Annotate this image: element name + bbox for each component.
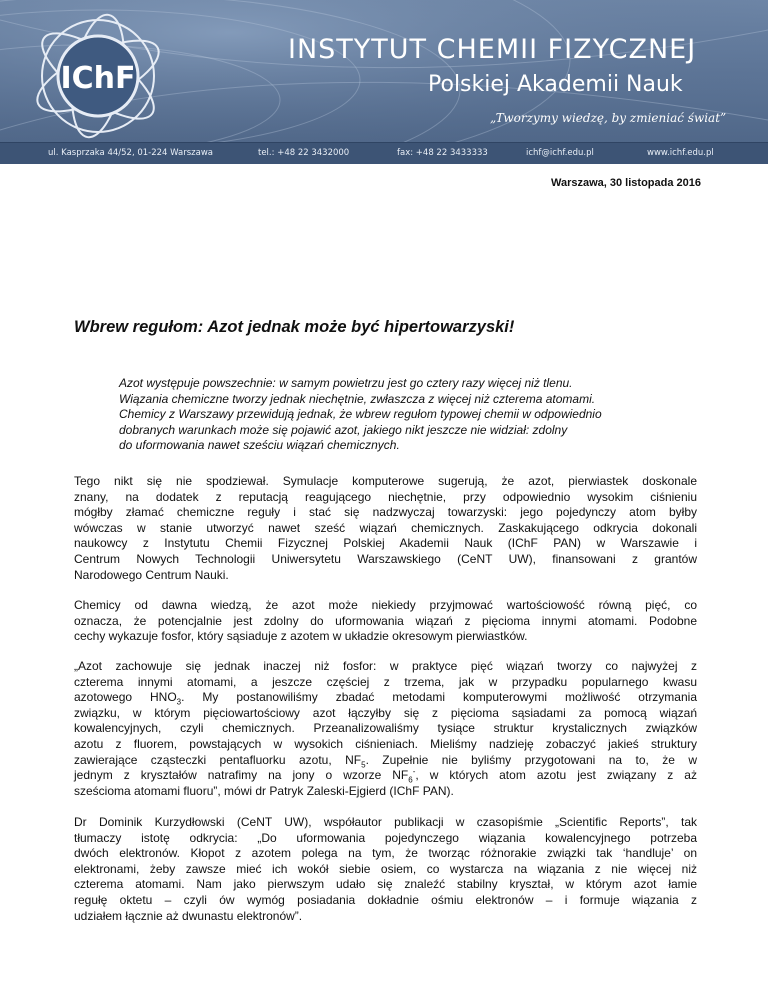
text-line: znany, na dodatek z reputacją reagującego niechętnie, przy odpowiednio wysokim ciśnieniu xyxy=(74,489,697,504)
text-line: „Azot zachowuje się jednak inaczej niż fosfor: w praktyce pięć wiązań tworzy co najwyżej z xyxy=(74,659,697,673)
body-paragraph-3 xyxy=(74,659,697,799)
text-line: oznacza, że potencjalnie jest zdolny do uformowania wiązań z pięcioma innymi atomami. Podobne xyxy=(74,613,697,628)
text-line: regułę oktetu – czyli ów wymóg posiadania dokładnie ośmiu elektronów – i formuje wiązania z xyxy=(74,892,697,907)
text-line: sześcioma atomami fluoru”, mówi dr Patryk Zaleski-Ejgierd (IChF PAN). xyxy=(74,783,454,798)
text-line: tłumaczy istotę odkrycia: „Do uformowania pojedynczego wiązania kowalencyjnego potrzeba xyxy=(74,830,697,845)
body-paragraph-2 xyxy=(74,598,697,645)
body-paragraph-4 xyxy=(74,815,697,924)
text-line: Chemicy od dawna wiedzą, że azot może niekiedy przyjmować wartościowość równą pięć, co xyxy=(74,598,697,612)
text-line: azotowego $HNO_3$. My postanowiliśmy zbadać metodami komputerowymi możliwość otrzymania xyxy=(74,690,697,707)
text-line: Centrum Nowych Technologii Uniwersytetu Warszawskiego (CeNT UW), finansowani z grantów xyxy=(74,551,697,566)
body-paragraph-1 xyxy=(74,474,697,583)
website-link[interactable]: www.ichf.edu.pl xyxy=(647,148,714,158)
lead-paragraph xyxy=(119,376,719,454)
lead-line: Wiązania chemiczne tworzy jednak niechętnie, zwłaszcza z więcej niż czterema atomami. xyxy=(119,391,596,406)
text-line: Tego nikt się nie spodziewał. Symulacje komputerowe sugerują, że azot, pierwiastek doskonale xyxy=(74,474,697,488)
institute-subtitle: Polskiej Akademii Nauk xyxy=(428,72,683,97)
text-line: czterema atomami. Nam jako pierwszym udało się znaleźć stabilny kryształ, w którym azot łamie xyxy=(74,877,697,892)
text-line: naukowcy z Instytutu Chemii Fizycznej Polskiej Akademii Nauk (IChF PAN) w Warszawie i xyxy=(74,536,697,551)
text-line: czterema innymi atomami, a jeszcze częściej z trzema, jak w przypadku popularnego kwasu xyxy=(74,674,697,689)
contact-bar xyxy=(0,142,768,164)
text-line: związku, w którym pięciowartościowy azot łączyłby się z pięcioma sąsiadami za pomocą wiązań xyxy=(74,705,697,720)
headline: Wbrew regułom: Azot jednak może być hipertowarzyski! xyxy=(74,318,515,336)
header-banner xyxy=(0,0,768,164)
lead-line: Azot występuje powszechnie: w samym powietrzu jest go cztery razy więcej niż tlenu. xyxy=(119,376,573,390)
institute-title: INSTYTUT CHEMII FIZYCZNEJ xyxy=(288,34,697,65)
text-line: kowalencyjnych, czyli chemicznych. Przeanalizowaliśmy tysiące struktur krystalicznych związków xyxy=(74,721,697,736)
ichf-logo xyxy=(28,8,168,144)
fax: fax: +48 22 3433333 xyxy=(397,148,488,158)
text-line: cechy wykazuje fosfor, który sąsiaduje z azotem w układzie okresowym pierwiastków. xyxy=(74,629,528,644)
text-line: wówczas w stanie utworzyć nawet sześć wiązań chemicznych. Zaskakującego odkrycia dokonali xyxy=(74,520,697,535)
address: ul. Kasprzaka 44/52, 01-224 Warszawa xyxy=(48,148,213,158)
text-line: Narodowego Centrum Nauki. xyxy=(74,567,229,582)
press-release-date: Warszawa, 30 listopada 2016 xyxy=(551,177,701,189)
logo-text: IChF xyxy=(60,61,136,96)
text-line: elektronami, żeby zawsze mieć ich wokół siebie osiem, co wystarcza na wiązania z nie więcej niż xyxy=(74,861,697,876)
lead-line: dobranych warunkach może się pojawić azot, jakiego nikt jeszcze nie widział: zdolny xyxy=(119,422,568,437)
telephone: tel.: +48 22 3432000 xyxy=(258,148,350,158)
text-line: zawierające cząsteczki pentafluorku azotu, $NF_5$. Zupełnie nie byliśmy przygotowani na to, że w xyxy=(74,752,697,769)
text-line: udziałem łącznie aż dwunastu elektronów”. xyxy=(74,908,303,923)
text-line: azotu z fluorem, powstających w wysokich ciśnieniach. Mieliśmy nadzieję zobaczyć jakieś struktury xyxy=(74,736,697,751)
lead-line: Chemicy z Warszawy przewidują jednak, że wbrew regułom typowej chemii w odpowiednio xyxy=(119,407,602,422)
lead-line: do uformowania nawet sześciu wiązań chemicznych. xyxy=(119,438,400,453)
institute-motto: „Tworzymy wiedzę, by zmieniać świat” xyxy=(490,111,727,125)
text-line: dwóch elektronów. Kłopot z azotem polega na tym, że tworząc różnorakie związki tak ‘handluje’ on xyxy=(74,846,697,861)
text-line: mógłby złamać chemiczne reguły i stać się nadzwyczaj towarzyski: jego pojedynczy atom byłby xyxy=(74,505,697,520)
email-link[interactable]: ichf@ichf.edu.pl xyxy=(526,148,594,158)
text-line: jednym z kryształów natrafimy na jony o wzorze $NF_6^-$, w których atom azotu jest związany z aż xyxy=(74,767,697,785)
text-line: Dr Dominik Kurzydłowski (CeNT UW), współautor publikacji w czasopiśmie „Scientific Reports”, tak xyxy=(74,815,697,829)
